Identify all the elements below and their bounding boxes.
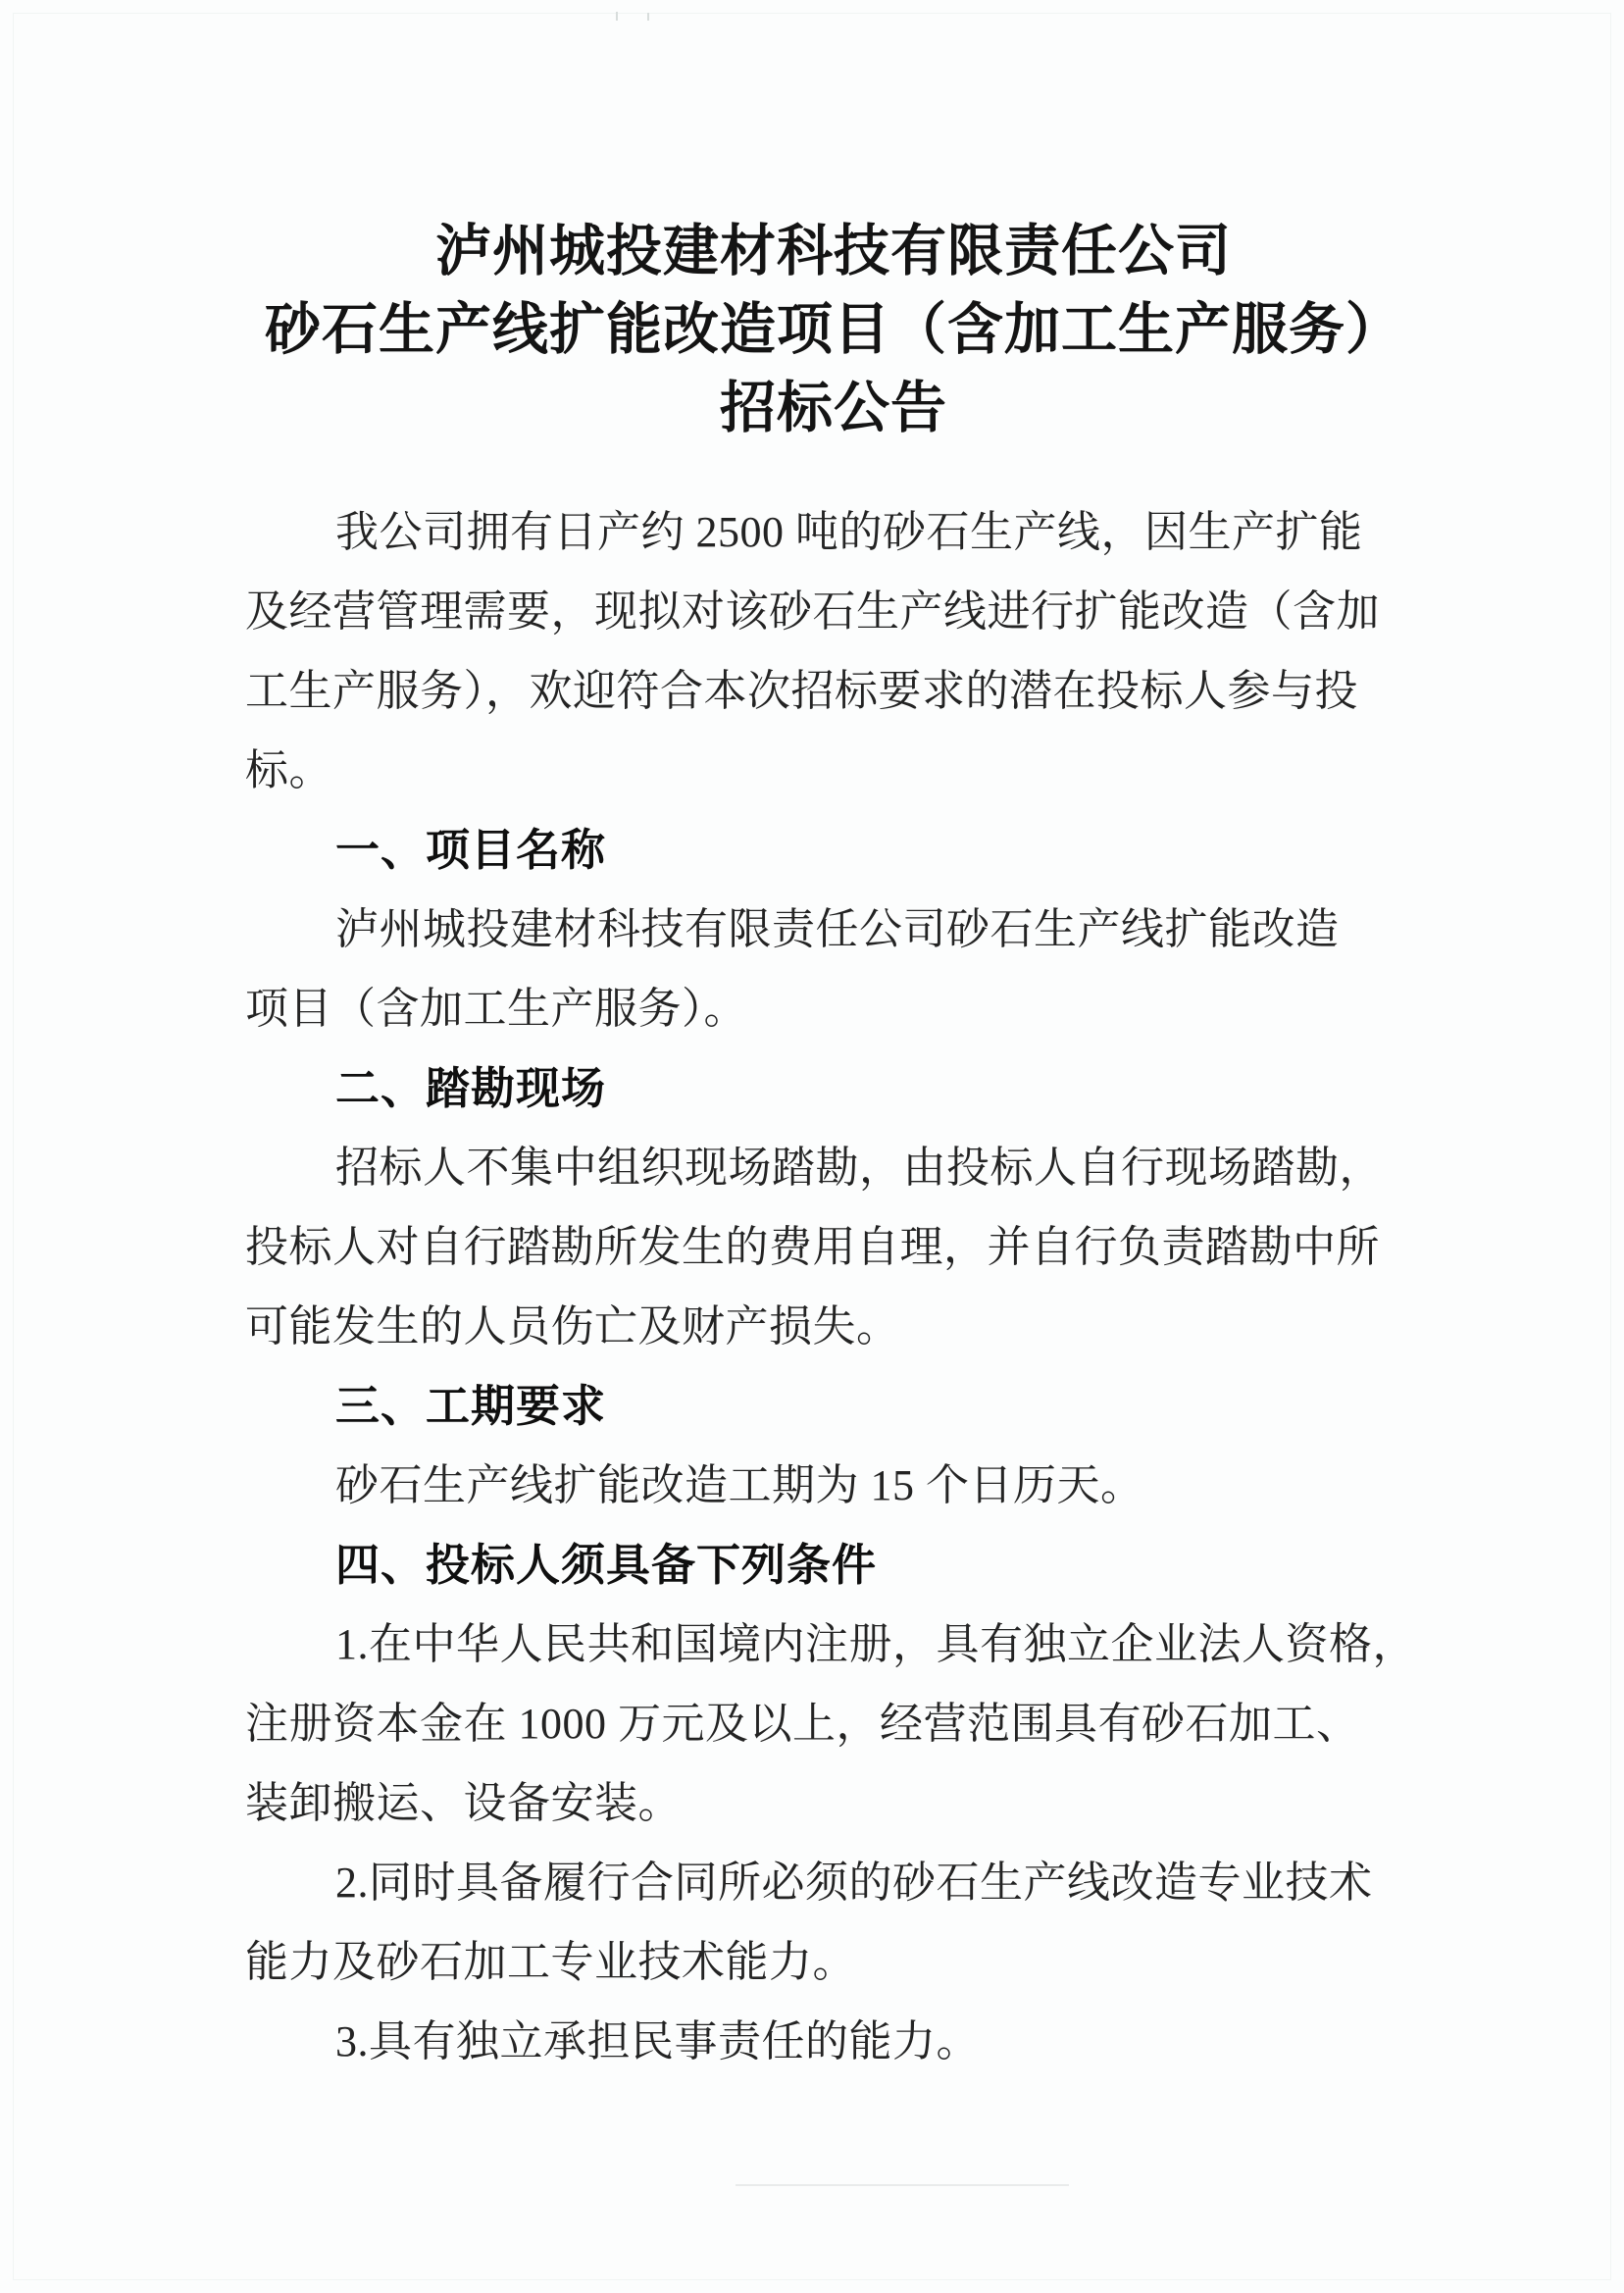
intro-line: 工生产服务），欢迎符合本次招标要求的潜在投标人参与投: [245, 667, 1358, 715]
intro-line: 标。: [245, 746, 332, 794]
requirement-item-line: 注册资本金在 1000 万元及以上，经营范围具有砂石加工、: [245, 1700, 1360, 1748]
section-heading: 一、项目名称: [335, 825, 607, 875]
title-line-announcement: 招标公告: [720, 378, 947, 440]
document-body: [245, 492, 1416, 2081]
paragraph-line: 可能发生的人员伤亡及财产损失。: [245, 1302, 900, 1350]
intro-line: 我公司拥有日产约 2500 吨的砂石生产线，因生产扩能: [335, 508, 1363, 556]
requirement-item-line: 装卸搬运、设备安装。: [245, 1779, 682, 1827]
intro-line: 及经营管理需要，现拟对该砂石生产线进行扩能改造（含加: [245, 587, 1380, 636]
paragraph-line: 招标人不集中组织现场踏勘，由投标人自行现场踏勘，: [335, 1144, 1383, 1192]
paragraph-line: 项目（含加工生产服务）。: [245, 985, 747, 1033]
requirement-item-line: 能力及砂石加工专业技术能力。: [245, 1938, 856, 1986]
section-bidder-requirements: [245, 1525, 1416, 2081]
paragraph-line: 泸州城投建材科技有限责任公司砂石生产线扩能改造: [335, 905, 1340, 953]
scan-speck: [616, 12, 618, 21]
requirement-item-line: 2.同时具备履行合同所必须的砂石生产线改造专业技术: [335, 1859, 1373, 1907]
section-heading: 三、工期要求: [335, 1381, 607, 1431]
scan-artifact-line: [736, 2184, 1069, 2186]
title-line-company: 泸州城投建材科技有限责任公司: [435, 221, 1232, 283]
document-title: [22, 213, 1624, 448]
paragraph-line: 砂石生产线扩能改造工期为 15 个日历天。: [335, 1461, 1144, 1509]
section-construction-period: [245, 1366, 1393, 1525]
intro-paragraph: [245, 492, 1393, 810]
section-site-survey: [245, 1048, 1393, 1366]
section-heading: 四、投标人须具备下列条件: [335, 1540, 878, 1590]
section-heading: 二、踏勘现场: [335, 1063, 607, 1113]
paragraph-line: 投标人对自行踏勘所发生的费用自理，并自行负责踏勘中所: [245, 1223, 1380, 1271]
requirement-item-line: 3.具有独立承担民事责任的能力。: [335, 2017, 980, 2065]
scan-speck: [647, 13, 649, 21]
section-project-name: [245, 810, 1393, 1048]
title-line-project: 砂石生产线扩能改造项目（含加工生产服务）: [265, 299, 1402, 362]
requirement-item-line: 1.在中华人民共和国境内注册，具有独立企业法人资格，: [335, 1620, 1416, 1668]
